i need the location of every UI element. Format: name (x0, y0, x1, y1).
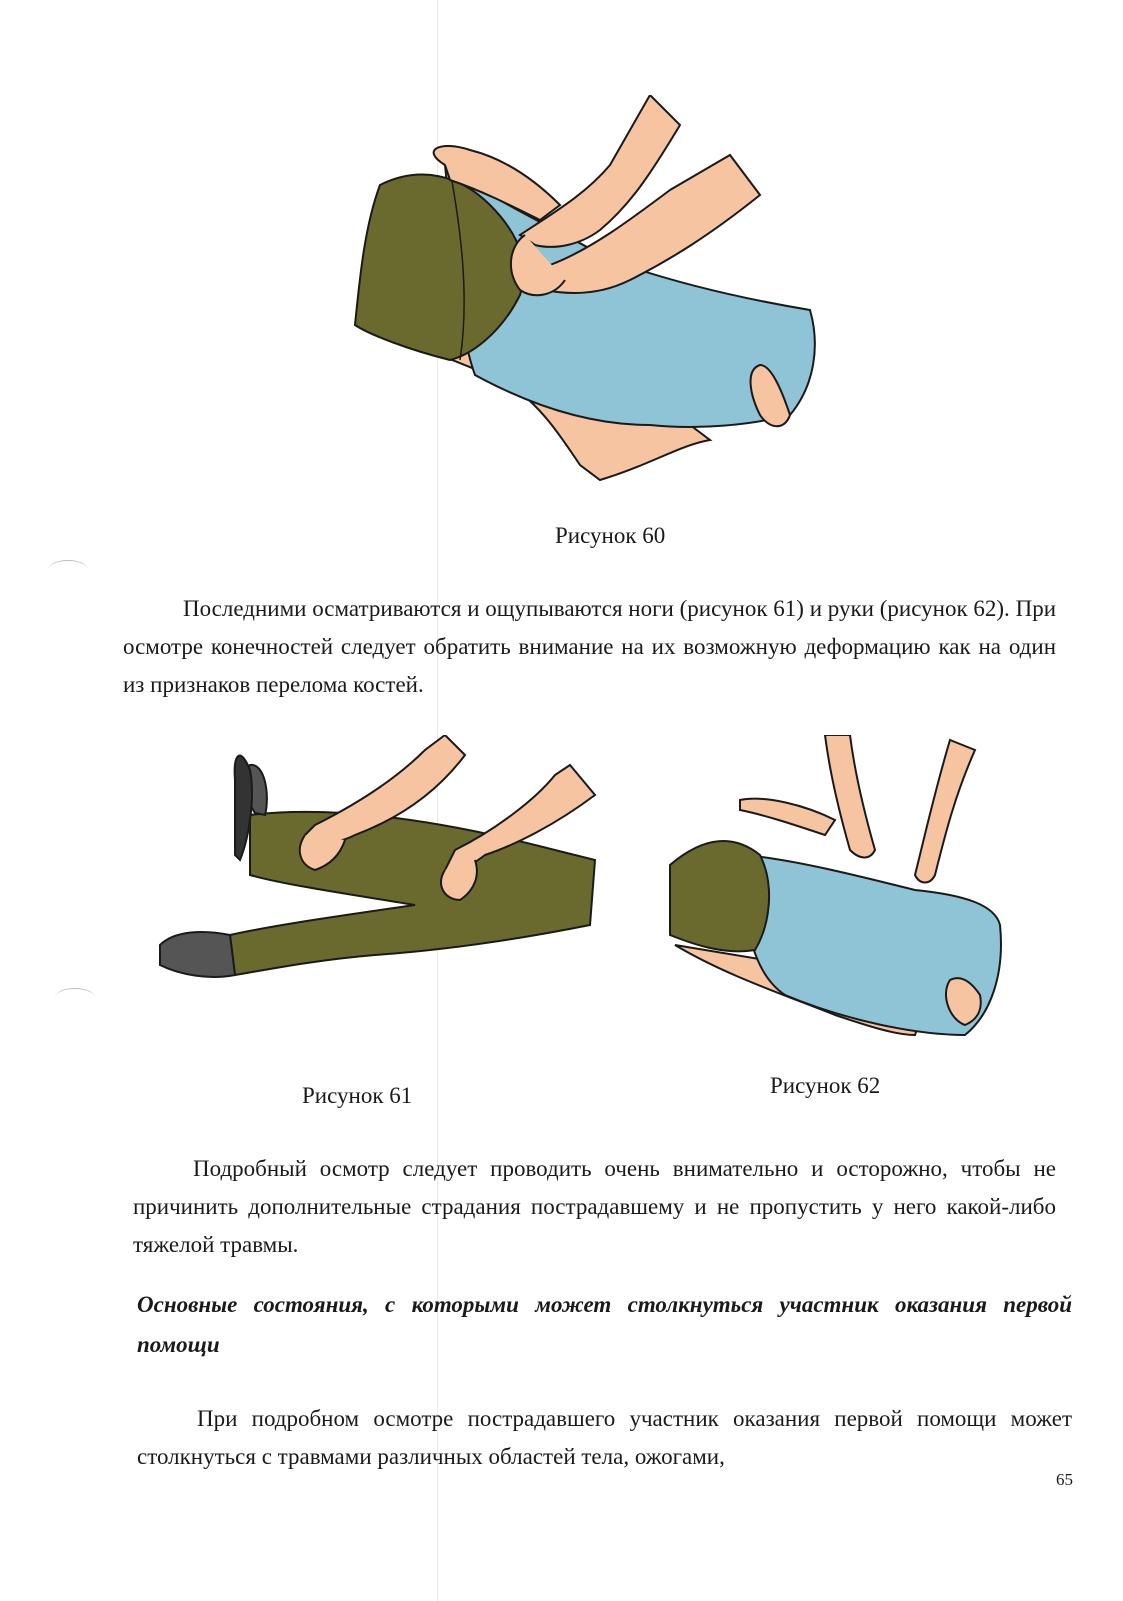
section-heading: Основные состояния, с которыми может столкнуться участник оказания первой помощи (137, 1292, 1072, 1357)
binder-hole-mark (55, 988, 95, 1007)
figure-62-caption: Рисунок 62 (770, 1073, 881, 1098)
binder-hole-mark (48, 560, 88, 579)
figure-60-caption: Рисунок 60 (555, 523, 666, 548)
figure-61-caption: Рисунок 61 (302, 1083, 413, 1108)
paragraph-conditions: При подробном осмотре пострадавшего участник оказания первой помощи может столкнуться с травмами различных областей тела, ожогами, (137, 1406, 1072, 1469)
paragraph-careful-inspection: Подробный осмотр следует проводить очень внимательно и осторожно, чтобы не причинить дополнительные страдания пострадавшему и не пропустить у него какой-либо тяжелой травмы. (133, 1156, 1056, 1257)
figure-60-illustration (350, 95, 820, 495)
paragraph-limbs-inspection: Последними осматриваются и ощупываются ноги (рисунок 61) и руки (рисунок 62). При осмотре конечностей следует обратить внимание на их возможную деформацию как на один из признаков перелома костей. (123, 596, 1056, 697)
figure-61-illustration (155, 735, 605, 1005)
figure-62-illustration (665, 735, 1005, 1045)
page-number: 65 (1056, 1470, 1073, 1489)
